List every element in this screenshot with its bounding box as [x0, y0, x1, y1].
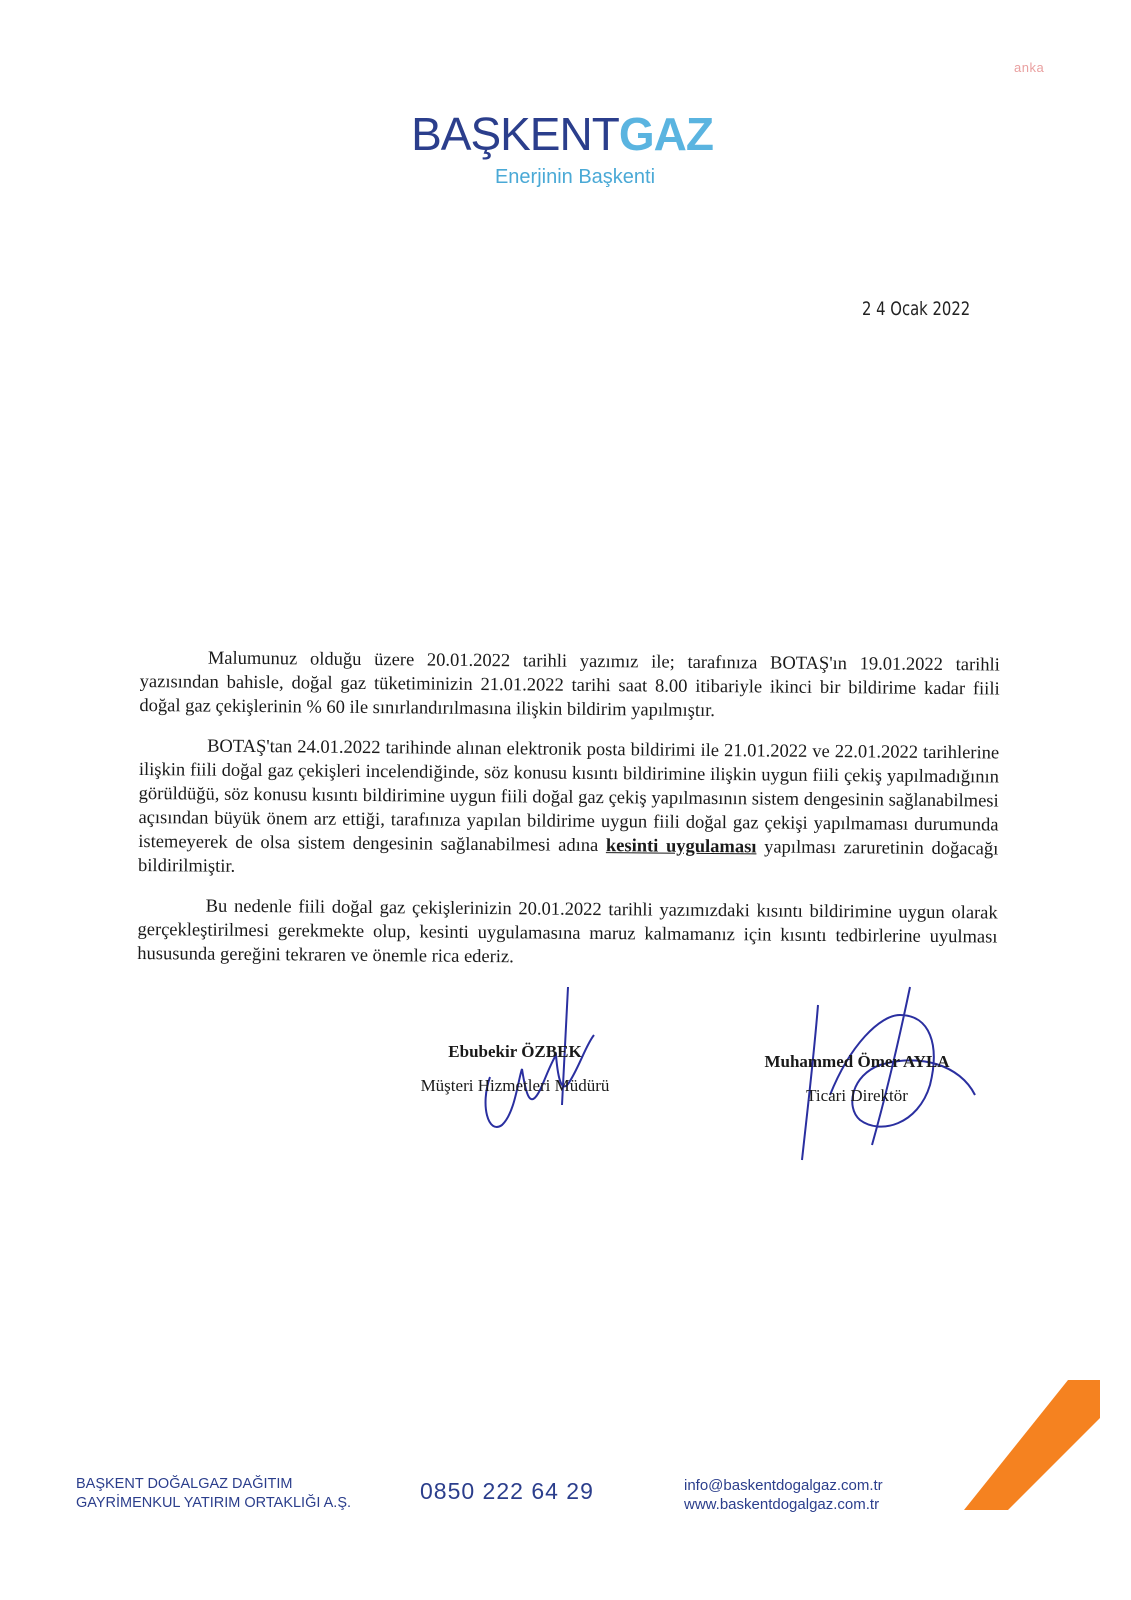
- logo-part-baskent: BAŞKENT: [411, 108, 619, 160]
- paragraph-2-end: yapılması zaruretinin doğacağı bildirilmiştir.: [137, 837, 999, 877]
- signer-title-left: Müşteri Hizmetleri Müdürü: [420, 1076, 610, 1095]
- letter-date: 2 4 Ocak 2022: [862, 298, 971, 320]
- footer-phone[interactable]: 0850 222 64 29: [420, 1478, 594, 1504]
- logo-wordmark: [392, 108, 732, 160]
- orange-corner-stripe: [960, 1380, 1100, 1520]
- footer-contact: [684, 1476, 883, 1514]
- signer-name-right: Muhammed Ömer AYLA: [764, 1052, 950, 1071]
- signer-name-left: Ebubekir ÖZBEK: [448, 1042, 582, 1061]
- letter-body: [137, 646, 1000, 989]
- footer-company: [76, 1475, 351, 1513]
- logo-tagline: Enerjinin Başkenti: [494, 166, 656, 188]
- paragraph-2: [138, 734, 999, 885]
- footer-company-line-2: GAYRİMENKUL YATIRIM ORTAKLIĞI A.Ş.: [76, 1495, 352, 1511]
- signature-block-right: [742, 1052, 972, 1106]
- logo-part-gaz: GAZ: [618, 108, 713, 160]
- company-logo: [392, 108, 732, 189]
- anka-watermark: anka: [1014, 60, 1045, 75]
- footer-company-line-1: BAŞKENT DOĞALGAZ DAĞITIM: [76, 1476, 293, 1492]
- paragraph-3: Bu nedenle fiili doğal gaz çekişlerinizin 20.01.2022 tarihli yazımızdaki kısıntı bildirimine uygun olarak gerçekleştirilmesi gerekmekte olup, kesinti uygulamasına maruz kalmamanız için kısıntı tedbirlerine uyulması hususunda gereğini tekraren ve önemle rica ederiz.: [137, 896, 998, 968]
- paragraph-2-emphasis: kesinti uygulaması: [605, 836, 757, 858]
- footer-website[interactable]: www.baskentdogalgaz.com.tr: [684, 1496, 880, 1513]
- footer-email[interactable]: info@baskentdogalgaz.com.tr: [684, 1477, 883, 1494]
- paragraph-1: Malumunuz olduğu üzere 20.01.2022 tarihli yazımız ile; tarafınıza BOTAŞ'ın 19.01.2022 tarihli yazısından bahisle, doğal gaz tüketiminizin 21.01.2022 tarihi saat 8.00 itibariyle ikinci bir bildirime kadar fiili doğal gaz çekişlerinin % 60 ile sınırlandırılmasına ilişkin bildirim yapılmıştır.: [139, 648, 1000, 722]
- signer-title-right: Ticari Direktör: [806, 1086, 908, 1105]
- paragraph-2-main: BOTAŞ'tan 24.01.2022 tarihinde alınan elektronik posta bildirimi ile 21.01.2022 ve 22.01.2022 tarihlerine ilişkin fiili doğal gaz çekişleri incelendiğinde, söz konusu kısıntı bildirimine ilişkin uygun fiili çekiş yapılmadığının görüldüğü, söz konusu kısıntı bildirimine uygun fiili doğal gaz çekiş yapılmasının sistem dengesinin sağlanabilmesi açısından büyük önem arz ettiği, tarafınıza yapılan bildirime uygun fiili doğal gaz çekişi yapılmaması durumunda istemeyerek de olsa sistem dengesinin sağlanabilmesi adına: [138, 736, 1000, 857]
- signature-block-left: [400, 1042, 630, 1096]
